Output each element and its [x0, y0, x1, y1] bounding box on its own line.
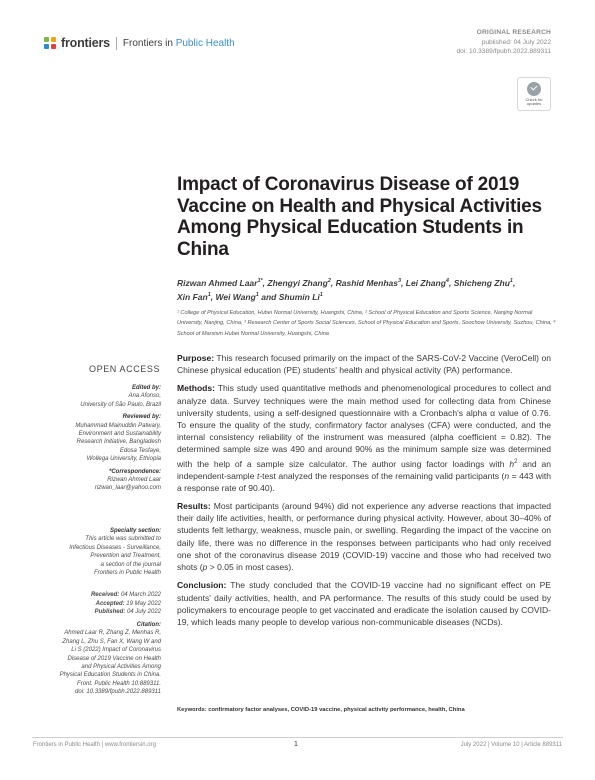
- brand-name: frontiers: [61, 36, 110, 50]
- correspondence-label: *Correspondence:: [108, 468, 161, 475]
- abstract-results: Results: Most participants (around 94%) did not experience any adverse reactions that impacted their daily life activities, health, or performance during physical activity. However, about 30–40% of students felt lethargy, weakness, muscle pain, or swelling. Regarding the impact of the vaccine on daily life, there was no difference in the responses between participants who had only received one shot of the coronavirus disease 2019 (COVID-19) vaccine and those who had received two shots (p > 0.05 in most cases).: [177, 501, 551, 573]
- open-access-label: OPEN ACCESS: [89, 364, 161, 374]
- abstract-conclusion: Conclusion: The study concluded that the COVID-19 vaccine had no significant effect on PE students' daily activities, health, and PA performance. The results of this study could be used by policymakers to encourage people to get vaccinated and eradicate the isolation caused by COVID-19, which leads many people to develop various non-communicable diseases (NCDs).: [177, 580, 551, 627]
- citation-label: Citation:: [136, 622, 161, 628]
- author: , Zhengyi Zhang: [262, 277, 328, 288]
- abstract-purpose: Purpose: This research focused primarily on the impact of the SARS-CoV-2 Vaccine (VeroCell) on Chinese physical education (PE) students' health and physical activity (PA) performance.: [177, 353, 551, 376]
- affiliations: ¹ College of Physical Education, Hubei Normal University, Huangshi, China, ² School of Physical Education and Sports Science, Nanjing Normal University, Nanjing, China, ³ Research Center of Sports Social Sciences, School of Physical Education and Sports, Soochow University, Suzhou, China, ⁴ School of Marxism Hubei Normal University, Huangshi, China: [177, 310, 556, 337]
- author: , Lei Zhang: [401, 277, 446, 288]
- author: Xin Fan: [177, 292, 208, 303]
- footer-divider: [32, 737, 563, 738]
- article-type: ORIGINAL RESEARCH: [476, 29, 551, 36]
- reviewer-line: Wollega University, Ethiopia: [86, 456, 161, 463]
- journal-prefix: Frontiers in: [122, 37, 173, 49]
- edited-by-label: Edited by:: [131, 385, 161, 391]
- correspondence-email[interactable]: rizwan_laar@yahoo.com: [94, 485, 161, 492]
- reviewer-line: Muhammad Mainuddin Patwary,: [75, 422, 161, 429]
- citation-section: Citation: Ahmed Laar R, Zhang Z, Menhas R, Zhang L, Zhu S, Fan X, Wang W and Li S (2022) Impact of Coronavirus Disease of 2019 Vaccine on Health and Physical Activities Among Physical Education Students in China. Front. Public Health 10:889311. doi: 10.3389/fpubh.2022.889311: [59, 622, 161, 696]
- keywords: Keywords: confirmatory factor analyses, COVID-19 vaccine, physical activity performance, health, China: [177, 707, 465, 713]
- footer-issue-info: July 2022 | Volume 10 | Article 889311: [460, 742, 562, 748]
- article-doi[interactable]: doi: 10.3389/fpubh.2022.889311: [456, 48, 551, 55]
- dates-section: [91, 591, 161, 617]
- logo-divider: [116, 37, 117, 50]
- abstract-methods: Methods: This study used quantitative methods and phenomenological procedures to collect and analyze data. Survey techniques were the main method used for collecting data from Chinese university students, using a self-designed questionnaire with a Cronbach's alpha α value of 0.76. To ensure the quality of the study, confirmatory factor analyses (CFA) were conducted, and the internal consistency reliability of the instrument was measured (alpha coefficient = 0.82). The determined sample size was 490 and around 90% as the minimum sample size was determined with the help of a sample size calculator. The author using factor loadings with $h^2$ and an independent-sample t-test analyzed the responses of the remaining valid participants (n = 443 with a response rate of 90.40).: [177, 383, 552, 493]
- author: , Wei Wang: [210, 292, 256, 303]
- check-icon: [527, 82, 541, 96]
- abstract: [177, 352, 551, 634]
- reviewer-line: Edosa Tesfaye,: [119, 447, 161, 454]
- article-meta: [457, 28, 551, 57]
- page-number: 1: [294, 741, 298, 748]
- editor-affil: University of São Paulo, Brazil: [80, 401, 161, 408]
- specialty-label: Specialty section:: [109, 528, 161, 534]
- journal-title: [123, 38, 235, 49]
- frontiers-logo[interactable]: [44, 36, 235, 50]
- reviewer-line: Environment and Sustainability: [78, 431, 161, 438]
- correspondence-name: Rizwan Ahmed Laar: [107, 477, 161, 484]
- editor-name: Ana Afonso,: [128, 393, 161, 400]
- frontiers-logo-icon: [44, 37, 57, 50]
- reviewed-by-label: Reviewed by:: [122, 414, 161, 421]
- author: , Rashid Menhas: [330, 277, 398, 288]
- specialty-section: Specialty section: This article was submitted to Infectious Diseases - Surveillance, Prevention and Treatment, a section of the journal Frontiers in Public Health: [69, 528, 161, 577]
- journal-name: Public Health: [175, 37, 235, 49]
- author: and Shumin Li: [258, 292, 320, 303]
- check-label: Check for updates: [525, 96, 543, 106]
- accepted-date: Accepted: 19 May 2022: [95, 600, 161, 607]
- reviewer-line: Research Initiative, Bangladesh: [76, 439, 161, 446]
- author: Rizwan Ahmed Laar: [177, 277, 258, 288]
- footer-journal-link[interactable]: Frontiers in Public Health | www.frontiersin.org: [33, 742, 156, 748]
- author: , Shicheng Zhu: [448, 277, 510, 288]
- check-for-updates-badge[interactable]: [517, 77, 551, 111]
- editors-section: [75, 384, 161, 493]
- published-date: published: 04 July 2022: [481, 38, 551, 46]
- received-date: Received: 04 March 2022: [90, 592, 161, 598]
- article-title: Impact of Coronavirus Disease of 2019 Vaccine on Health and Physical Activities Among Physical Education Students in China: [177, 174, 542, 260]
- published-date-side: Published: 04 July 2022: [94, 609, 161, 615]
- author-list: Rizwan Ahmed Laar$^{1*}$, Zhengyi Zhang$^2$, Rashid Menhas$^3$, Lei Zhang$^4$, Shicheng Zhu$^1$, Xin Fan$^1$, Wei Wang$^1$ and Shumin Li$^1$: [177, 277, 516, 303]
